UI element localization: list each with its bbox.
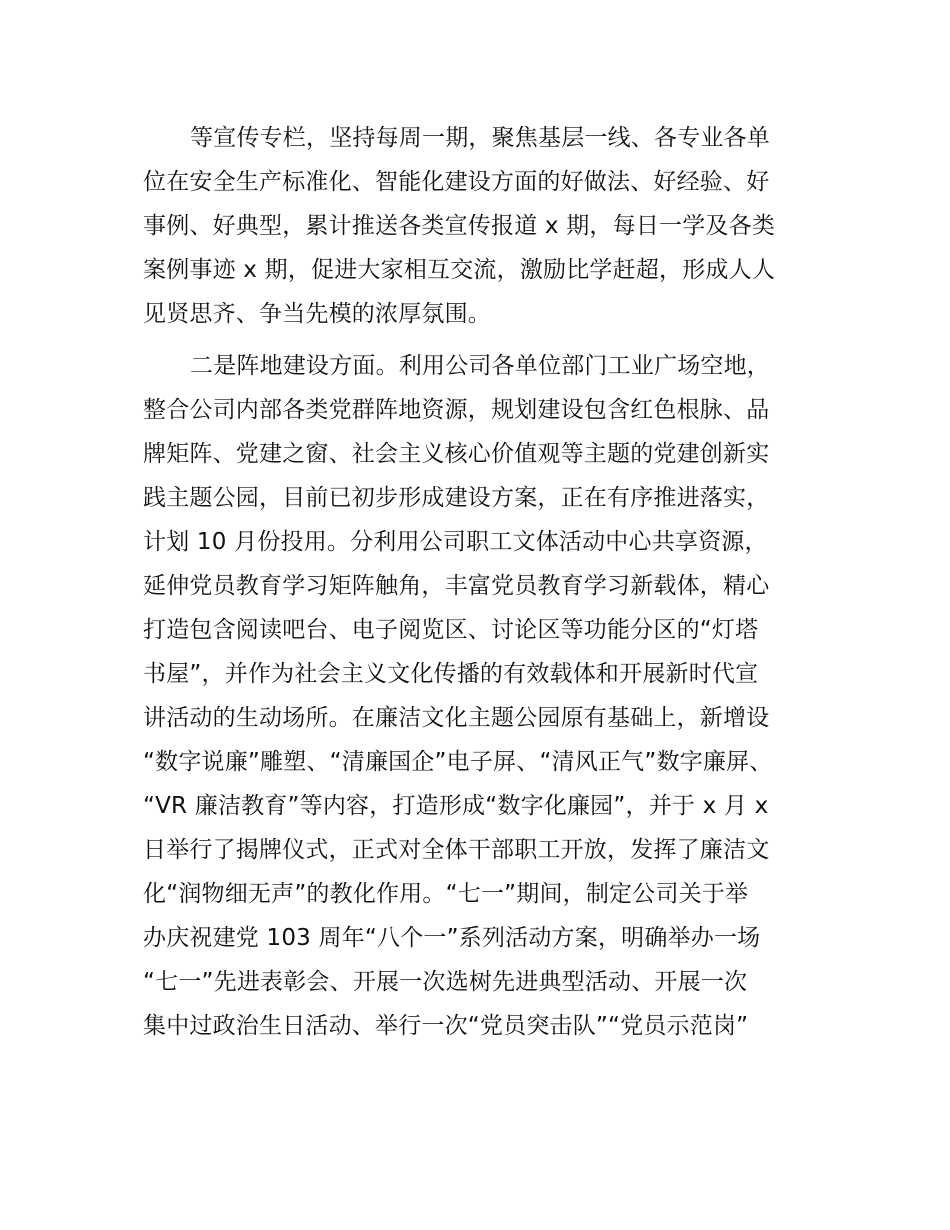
paragraph-2-line-9: 讲活动的生动场所。在廉洁文化主题公园原有基础上，新增设 <box>143 705 770 731</box>
paragraph-2-line-6: 延伸党员教育学习矩阵触角，丰富党员教育学习新载体，精心 <box>143 573 770 599</box>
paragraph-2-line-4: 践主题公园，目前已初步形成建设方案，正在有序推进落实， <box>143 485 770 511</box>
paragraph-2-line-7: 打造包含阅读吧台、电子阅览区、讨论区等功能分区的“灯塔 <box>143 617 759 643</box>
paragraph-1-line-4: 案例事迹 x 期，促进大家相互交流，激励比学赶超，形成人人 <box>143 257 776 283</box>
paragraph-2-line-14: 办庆祝建党 103 周年“八个一”系列活动方案，明确举办一场 <box>143 925 761 951</box>
paragraph-2-line-13: 化“润物细无声”的教化作用。“七一”期间，制定公司关于举 <box>143 881 749 907</box>
paragraph-2-line-5: 计划 10 月份投用。分利用公司职工文体活动中心共享资源， <box>143 529 768 555</box>
paragraph-1-line-1: 等宣传专栏，坚持每周一期，聚焦基层一线、各专业各单 <box>190 125 770 151</box>
paragraph-2-line-3: 牌矩阵、党建之窗、社会主义核心价值观等主题的党建创新实 <box>143 441 770 467</box>
paragraph-2-line-16: 集中过政治生日活动、举行一次“党员突击队”“党员示范岗” <box>143 1013 749 1039</box>
paragraph-2-line-8: 书屋”，并作为社会主义文化传播的有效载体和开展新时代宣 <box>143 661 759 687</box>
paragraph-1-line-2: 位在安全生产标准化、智能化建设方面的好做法、好经验、好 <box>143 169 770 195</box>
paragraph-2-line-1: 二是阵地建设方面。利用公司各单位部门工业广场空地， <box>190 353 770 379</box>
paragraph-2-line-2: 整合公司内部各类党群阵地资源，规划建设包含红色根脉、品 <box>143 397 770 423</box>
paragraph-2-line-12: 日举行了揭牌仪式，正式对全体干部职工开放，发挥了廉洁文 <box>143 837 770 863</box>
paragraph-1-line-5: 见贤思齐、争当先模的浓厚氛围。 <box>143 301 491 327</box>
paragraph-1-line-3: 事例、好典型，累计推送各类宣传报道 x 期，每日一学及各类 <box>143 213 776 239</box>
paragraph-2-line-11: “VR 廉洁教育”等内容，打造形成“数字化廉园”，并于 x 月 x <box>143 793 769 819</box>
paragraph-2-line-15: “七一”先进表彰会、开展一次选树先进典型活动、开展一次 <box>143 969 748 995</box>
paragraph-2-line-10: “数字说廉”雕塑、“清廉国企”电子屏、“清风正气”数字廉屏、 <box>143 749 773 775</box>
